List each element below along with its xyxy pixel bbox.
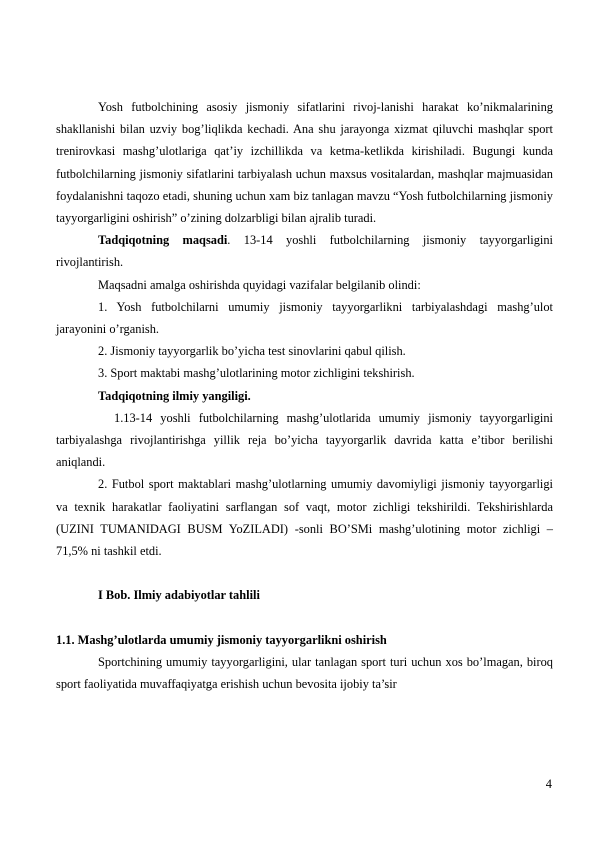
spacer [56, 562, 553, 584]
task-item-1: 1. Yosh futbolchilarni umumiy jismoniy tayyorgarlikni tarbiyalashdagi mashg’ulot jarayonini o’rganish. [56, 299, 553, 337]
intro-paragraph: Yosh futbolchining asosiy jismoniy sifatlarini rivoj-lanishi harakat ko’nikmalarining shakllanishi bilan uzviy bog’liqlikda kechadi. Ana shu jarayonga xizmat qiluvchi mashqlar sport trenirovkasi mashg’ulotlariga qat’iy izchillikda va ketma-ketlikda kirishiladi. Bugungi kunda futbolchilarning jismoniy sifatlarini tarbiyalash uchun maxsus vositalardan, mashqlar majmuasidan foydalanishni taqozo etadi, shuning uchun xam biz tanlagan mavzu “Yosh futbolchilarning jismoniy tayyorgarligini oshirish” o’zining dolzarbligi bilan ajralib turadi. [56, 100, 553, 226]
tasks-intro: Maqsadni amalga oshirishda quyidagi vazifalar belgilanib olindi: [98, 277, 421, 292]
goal-text: . 13-14 yoshli futbolchilarning jismoniy tayyorgarligini rivojlantirish. [56, 233, 553, 270]
task-item-2: 2. Jismoniy tayyorgarlik bo’yicha test sinovlarini qabul qilish. [98, 344, 406, 359]
section-heading: 1.1. Mashg’ulotlarda umumiy jismoniy tayyorgarlikni oshirish [56, 632, 387, 647]
goal-paragraph [56, 229, 553, 273]
novelty-item-1: 1.13-14 yoshli futbolchilarning mashg’ulotlarida umumiy jismoniy tayyorgarligini tarbiyalashga rivojlantirishga yillik reja bo’yicha tayyorgarlik davrida katta e’tibor berilishi aniqlandi. [56, 410, 553, 470]
novelty-heading: Tadqiqotning ilmiy yangiligi. [98, 388, 251, 403]
novelty-item-2: 2. Futbol sport maktablari mashg’ulotlarning umumiy davomiyligi jismoniy tayyorgarligi va texnik harakatlar faoliyatini sarflangan sof vaqt, motor zichligi tekshirildi. Tekshirishlarda (UZINI TUMANIDAGI BUSM YoZILADI) -sonli BO’SMi mashg’ulotining motor zichligi – 71,5% ni tashkil etdi. [56, 477, 553, 559]
spacer [56, 607, 553, 629]
page-content [56, 96, 553, 695]
chapter-heading: I Bob. Ilmiy adabiyotlar tahlili [98, 588, 260, 603]
goal-label: Tadqiqotning maqsadi [98, 233, 228, 248]
page-number: 4 [545, 777, 552, 791]
task-item-3: 3. Sport maktabi mashg’ulotlarining motor zichligini tekshirish. [98, 366, 415, 381]
section-paragraph: Sportchining umumiy tayyorgarligini, ular tanlagan sport turi uchun xos bo’lmagan, biroq sport faoliyatida muvaffaqiyatga erishish uchun bevosita ijobiy ta’sir [56, 655, 553, 692]
